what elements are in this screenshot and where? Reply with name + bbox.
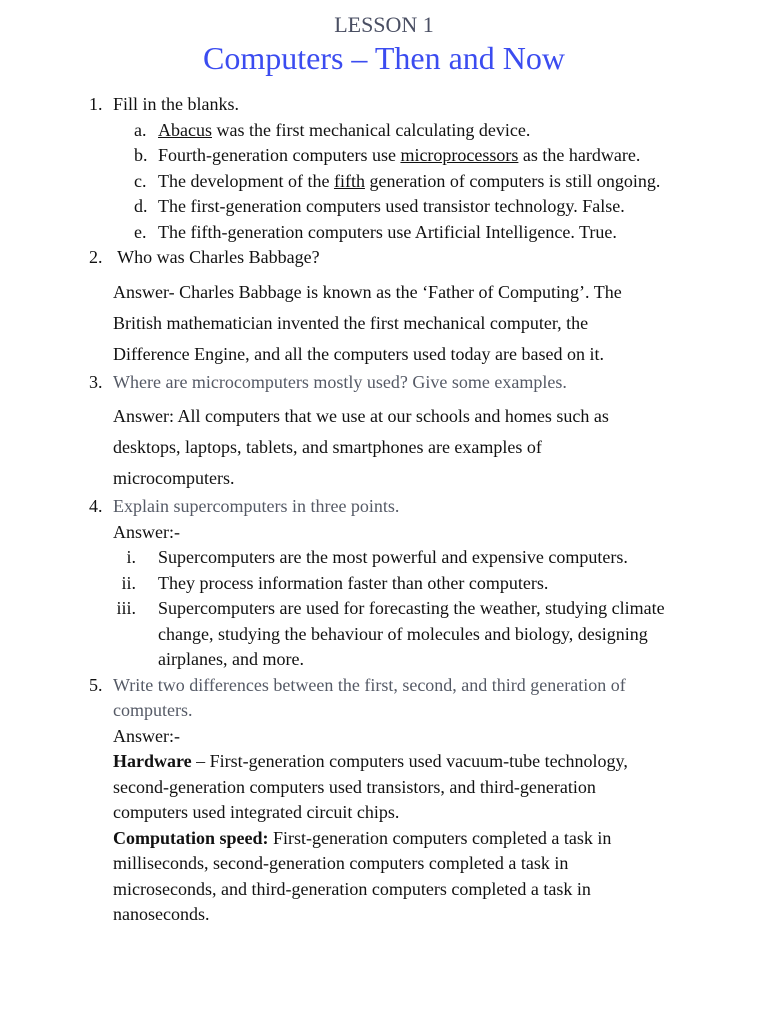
blank-item-a <box>0 118 768 144</box>
point-text: Supercomputers are the most powerful and expensive computers. <box>158 547 628 567</box>
question-4 <box>0 494 768 520</box>
question-text: Who was Charles Babbage? <box>113 247 320 267</box>
item-letter: c. <box>134 170 147 191</box>
item-text: Fourth-generation computers use <box>158 145 401 165</box>
answer-label: Answer:- <box>113 725 180 746</box>
speed-label: Computation speed: <box>113 827 269 848</box>
point-item <box>0 596 768 673</box>
question-2 <box>0 245 768 271</box>
blank-item-b <box>0 143 768 169</box>
hardware-text: – First-generation computers used vacuum-tube technology, second-generation computers used transistors, and third-generation computers used integrated circuit chips. <box>113 751 628 822</box>
speed-difference <box>0 826 768 928</box>
item-text: generation of computers is still ongoing. <box>364 170 661 191</box>
item-letter: e. <box>134 221 147 242</box>
question-1 <box>0 92 768 118</box>
question-text: Where are microcomputers mostly used? Give some examples. <box>113 371 567 392</box>
hardware-difference <box>0 749 768 826</box>
item-text: as the hardware. <box>518 145 641 165</box>
blank-item-e <box>0 220 768 246</box>
item-letter: a. <box>134 119 147 140</box>
answer-text: Answer: All computers that we use at our schools and homes such as desktops, laptops, tablets, and smartphones are examples of microcomputers. <box>113 406 609 488</box>
question-number: 4. <box>89 496 103 516</box>
question-text: Write two differences between the first, second, and third generation of computers. <box>113 674 626 720</box>
point-text: Supercomputers are used for forecasting the weather, studying climate change, studying the behaviour of molecules and biology, designing airplanes, and more. <box>158 598 665 669</box>
blank-item-d <box>0 194 768 220</box>
question-text: Explain supercomputers in three points. <box>113 496 400 516</box>
point-item <box>0 571 768 597</box>
point-number: ii. <box>121 572 136 593</box>
item-letter: b. <box>134 145 148 165</box>
point-item <box>0 545 768 571</box>
item-letter: d. <box>134 196 148 216</box>
filled-blank: Abacus <box>158 119 212 140</box>
question-text: Fill in the blanks. <box>113 94 239 114</box>
question-number: 2. <box>89 247 103 267</box>
item-text: The fifth-generation computers use Artificial Intelligence. True. <box>158 221 617 242</box>
lesson-label: LESSON 1 <box>334 12 434 37</box>
item-text: The first-generation computers used transistor technology. False. <box>158 196 625 216</box>
point-number: iii. <box>116 598 136 618</box>
document-body <box>0 92 768 928</box>
speed-text: First-generation computers completed a task in milliseconds, second-generation computers completed a task in microseconds, and third-generation computers completed a task in nanoseconds. <box>113 827 612 924</box>
answer-text: Answer- Charles Babbage is known as the ‘Father of Computing’. The British mathematician invented the first mechanical computer, the Difference Engine, and all the computers used today are based on it. <box>113 281 622 364</box>
point-number: i. <box>126 547 136 567</box>
filled-blank: microprocessors <box>400 145 519 165</box>
hardware-label: Hardware <box>113 751 192 771</box>
item-text: The development of the <box>158 170 334 191</box>
page-title: Computers – Then and Now <box>202 40 566 76</box>
question-number: 5. <box>89 674 103 695</box>
question-number: 1. <box>89 94 103 114</box>
question-5 <box>0 673 768 724</box>
filled-blank: fifth <box>333 170 365 191</box>
answer-label: Answer:- <box>113 521 180 542</box>
item-text: was the first mechanical calculating device. <box>211 119 531 140</box>
point-text: They process information faster than other computers. <box>158 572 549 593</box>
question-3 <box>0 370 768 396</box>
blank-item-c <box>0 169 768 195</box>
question-number: 3. <box>89 371 103 392</box>
